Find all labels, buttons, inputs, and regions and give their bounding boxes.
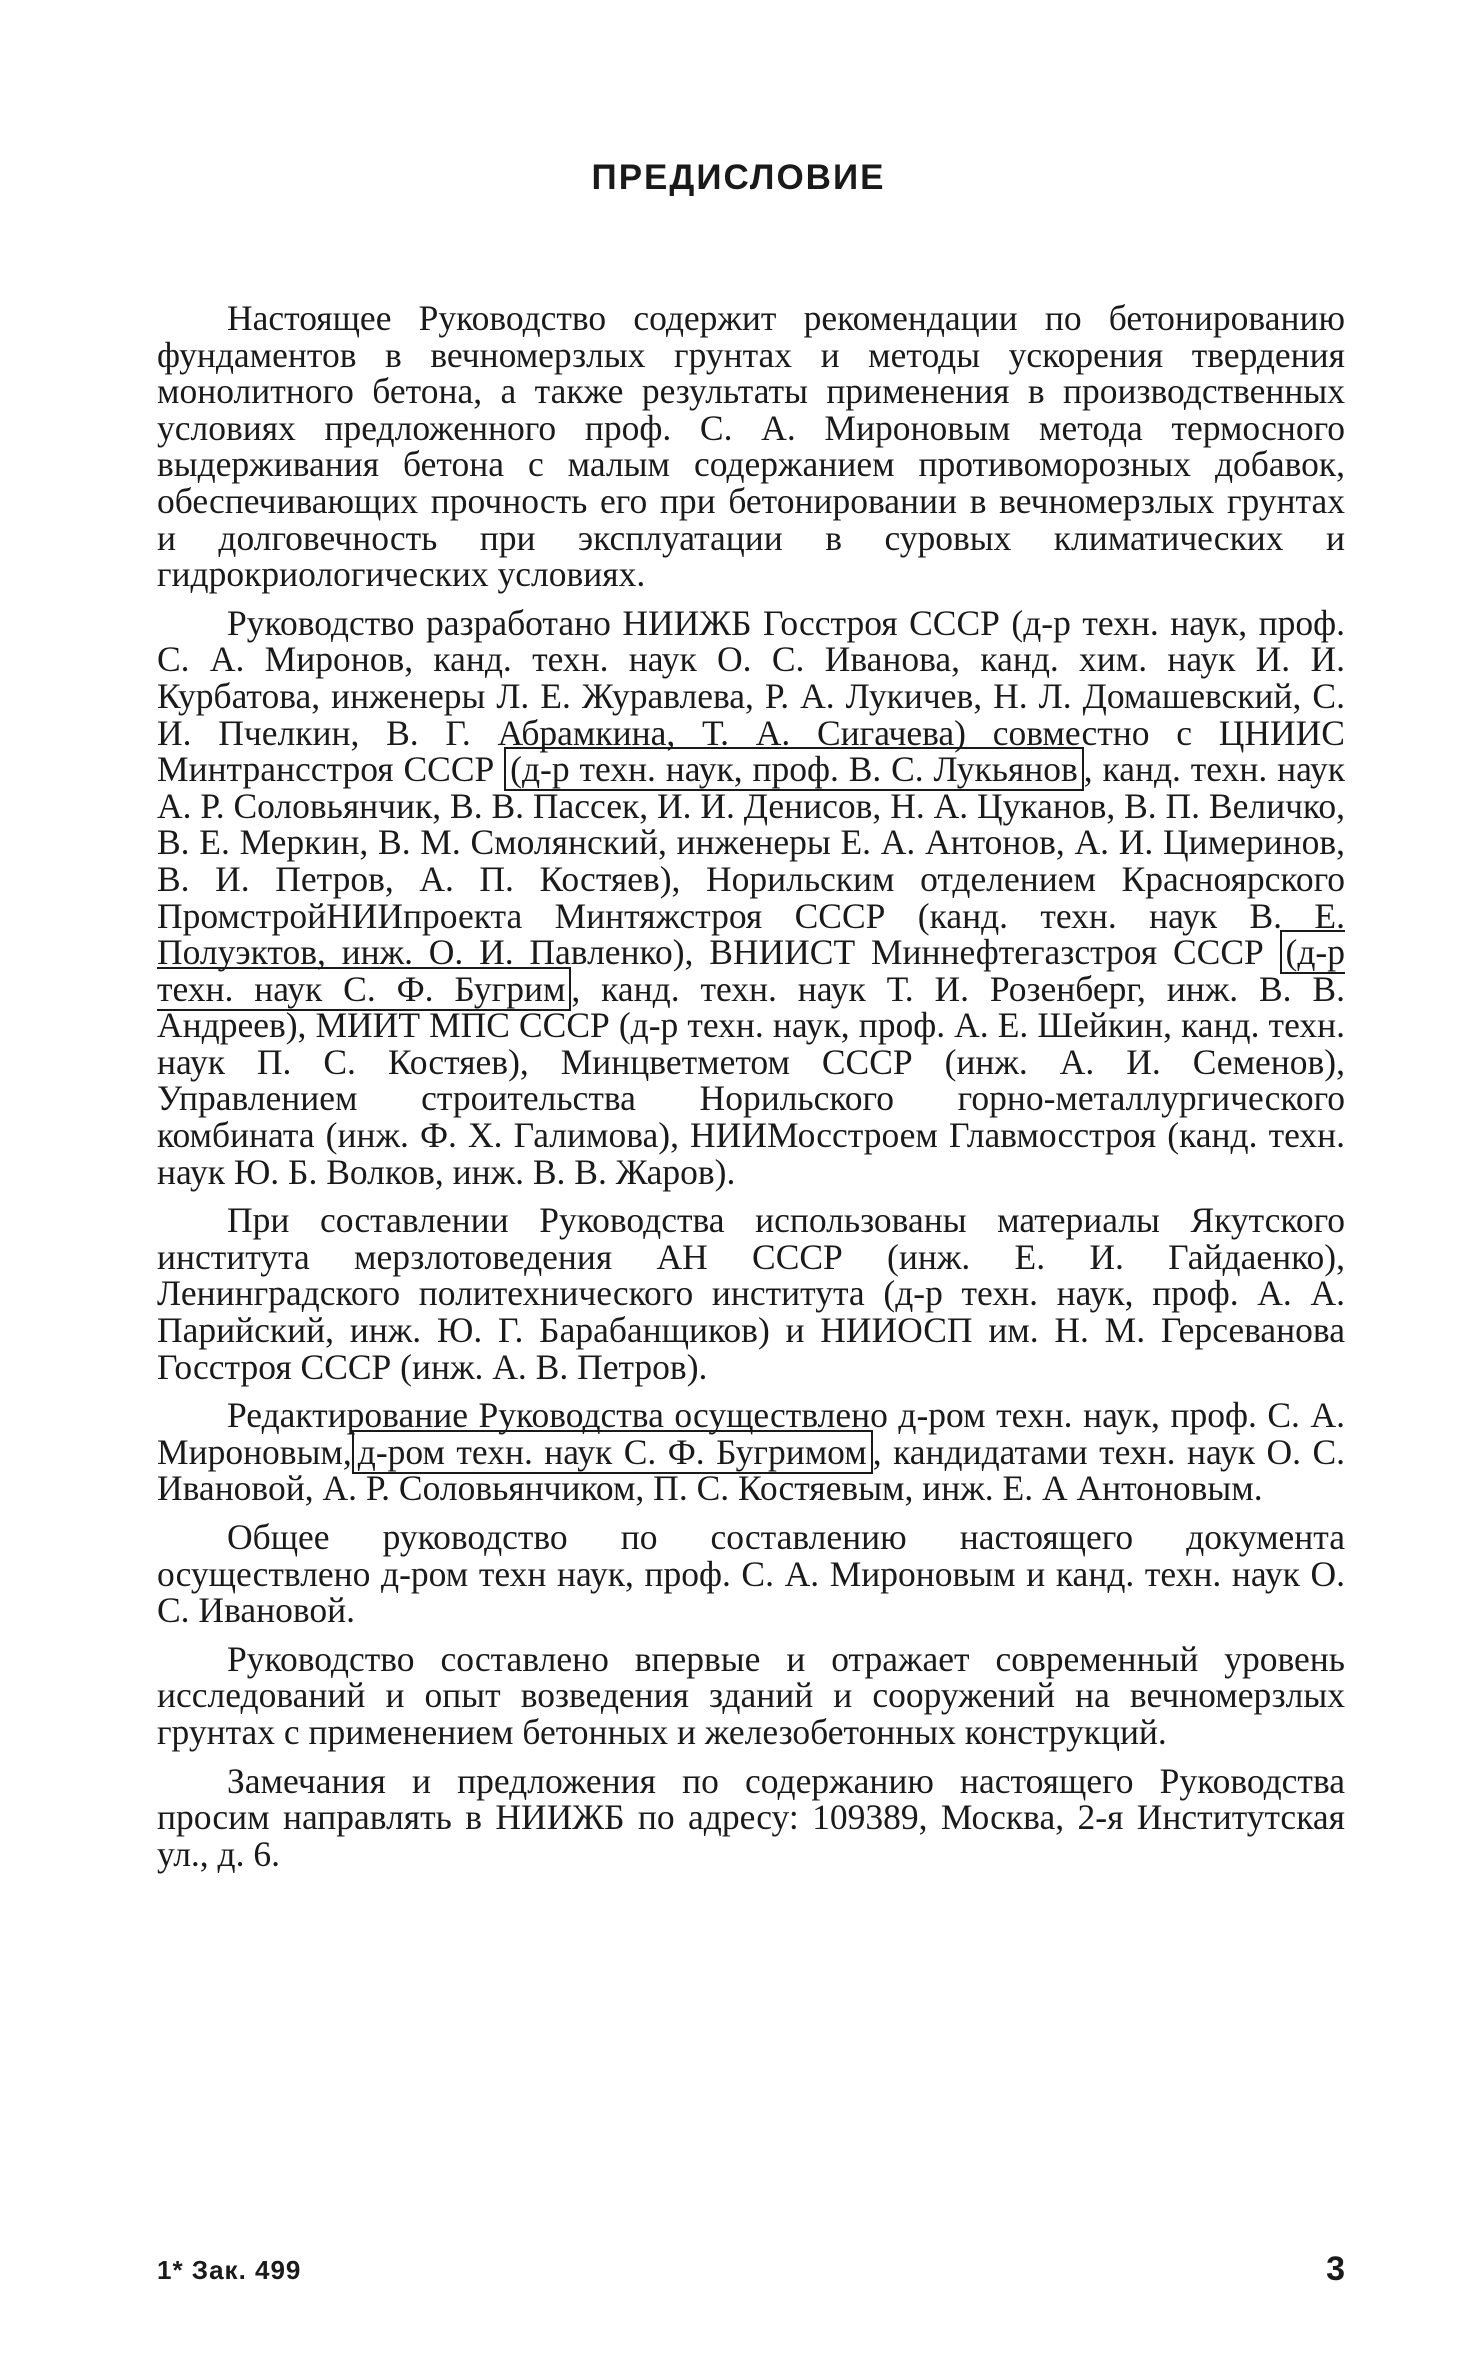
paragraph-developers xyxy=(157,602,1346,1192)
page-number: 3 xyxy=(1326,2250,1345,2288)
paragraph-feedback: Замечания и предложения по содержанию настоящего Руководства просим направлять в НИИЖБ по адресу: 109389, Москва, 2-я Институтская ул., д. 6. xyxy=(157,1760,1345,1874)
editing-text-1: Редактирование Руководства осуществлено д-ром техн. наук, проф. С. А. Мироновым, xyxy=(157,1395,1345,1472)
paragraph-editing xyxy=(157,1397,1345,1507)
paragraph-scope: Руководство составлено впервые и отражает современный уровень исследований и опыт возведения зданий и сооружений на вечномерзлых грунтах с применением бетонных и железобетонных конструкций. xyxy=(157,1638,1345,1752)
body-text xyxy=(157,300,1345,1884)
paragraph-materials: При составлении Руководства использованы материалы Якутского института мерзлотоведения АН СССР (инж. Е. И. Гайдаенко), Ленинградского политехнического института (д-р техн. наук, проф. А. А. Парийский, инж. Ю. Г. Барабанщиков) и НИИОСП им. Н. М. Герсеванова Госстроя СССР (инж. А. В. Петров). xyxy=(157,1200,1345,1387)
boxed-name-bugrim-editor: д-ром техн. наук С. Ф. Бугримом xyxy=(352,1430,873,1474)
paragraph-intro: Настоящее Руководство содержит рекомендации по бетонированию фундаментов в вечномерзлых грунтах и методы ускорения твердения монолитного бетона, а также результаты применения в производственных условиях предложенного проф. С. А. Мироновым метода термосного выдерживания бетона с малым содержанием противоморозных добавок, обеспечивающих прочность его при бетонировании в вечномерзлых грунтах и долговечность при эксплуатации в суровых климатических и гидрокриологических условиях. xyxy=(157,298,1345,595)
editing-text-2: , кандидатами техн. наук О. С. Ивановой, А. Р. Соловьянчиком, П. С. Костяевым, инж. Е. А Антоновым. xyxy=(157,1431,1345,1509)
developers-text-1: Руководство разработано НИИЖБ Госстроя СССР (д-р техн. наук, проф. С. А. Миронов, канд. техн. наук О. С. Иванова, канд. хим. наук И. И. Курбатова, инженеры Л. Е. Журавлева, Р. А. Лукичев, Н. Л. Домашевский, С. И. Пчелкин, В. Г. Абрамкина, Т. А. Сигачева) совместно с ЦНИИС Минтрансстроя СССР xyxy=(157,602,1345,790)
page-title: ПРЕДИСЛОВИЕ xyxy=(591,158,886,197)
paragraph-supervision: Общее руководство по составлению настоящего документа осуществлено д-ром техн наук, проф. С. А. Мироновым и канд. техн. наук О. С. Ивановой. xyxy=(157,1517,1345,1631)
order-number: 1* Зак. 499 xyxy=(157,2255,302,2285)
boxed-name-bugrim: (д-р техн. наук С. Ф. Бугрим xyxy=(157,932,1346,1009)
developers-text-2: , канд. техн. наук А. Р. Соловьянчик, В. В. Пассек, И. И. Денисов, Н. А. Цуканов, В. П. Величко, В. Е. Меркин, В. М. Смолянский, инженеры Е. А. Антонов, А. И. Цимеринов, В. И. Петров, А. П. Костяев), Норильским отделением Красноярского ПромстройНИИпроекта Минтяжстроя СССР (канд. техн. наук В. Е. Полуэктов, инж. О. И. Павленко), ВНИИСТ Миннефтегазстроя СССР xyxy=(157,749,1346,973)
boxed-name-lukyanov: (д-р техн. наук, проф. В. С. Лукьянов xyxy=(504,747,1084,791)
developers-text-3: , канд. техн. наук Т. И. Розенберг, инж. В. В. Андреев), МИИТ МПС СССР (д-р техн. наук, проф. А. Е. Шейкин, канд. техн. наук П. С. Костяев), Минцветметом СССР (инж. А. И. Семенов), Управлением строительства Норильского горно-металлургического комбината (инж. Ф. Х. Галимова), НИИМосстроем Главмосстроя (канд. техн. наук Ю. Б. Волков, инж. В. В. Жаров). xyxy=(157,968,1345,1192)
